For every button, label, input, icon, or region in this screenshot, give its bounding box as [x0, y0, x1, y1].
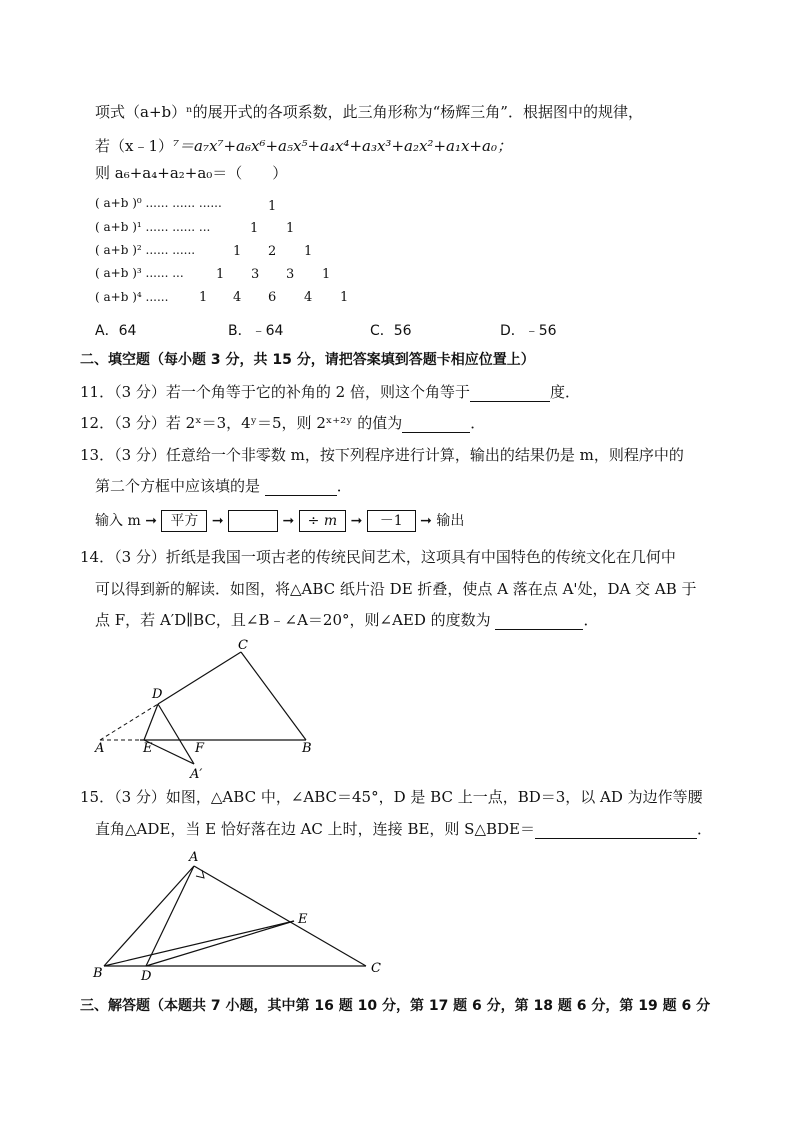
- q10-line2: 若（x﹣1）⁷＝a₇x⁷+a₆x⁶+a₅x⁵+a₄x⁴+a₃x³+a₂x²+a₁x+a₀；: [95, 137, 512, 155]
- triangle-row-label: ( a+b )² ...... ......: [95, 243, 196, 257]
- triangle-number: 1: [340, 290, 349, 305]
- triangle-number: 3: [286, 267, 295, 282]
- point-label-e: E: [143, 741, 153, 756]
- point-label-b: B: [93, 966, 103, 981]
- triangle-number: 1: [199, 290, 208, 305]
- arrow-icon: ➞: [145, 513, 157, 529]
- triangle-number: 1: [268, 199, 277, 214]
- triangle-number: 1: [216, 267, 225, 282]
- section-heading: 三、解答题（本题共 7 小题，其中第 16 题 10 分，第 17 题 6 分，第 18 题 6 分，第 19 题 6 分: [80, 998, 711, 1014]
- option-c: C．56: [370, 323, 412, 339]
- triangle-number: 4: [233, 290, 242, 305]
- point-label-d: D: [141, 969, 152, 984]
- flow-box-square: 平方: [161, 510, 207, 532]
- q10-line1: 项式（a+b）ⁿ的展开式的各项系数，此三角形称为“杨辉三角”．根据图中的规律，: [95, 103, 643, 121]
- section-heading: 二、填空题（每小题 3 分，共 15 分，请把答案填到答题卡相应位置上）: [80, 352, 535, 368]
- arrow-icon: ➞: [282, 513, 295, 529]
- option-a: A．64: [95, 323, 137, 339]
- question-14-line1: 14．（3 分）折纸是我国一项古老的传统民间艺术，这项具有中国特色的传统文化在几何中: [80, 548, 676, 566]
- triangle-number: 1: [286, 221, 295, 236]
- flow-box-minus: －1: [367, 510, 416, 532]
- point-label-b: B: [302, 741, 312, 756]
- triangle-number: 1: [250, 221, 259, 236]
- arrow-icon: ➞: [350, 513, 363, 529]
- triangle-number: 4: [304, 290, 313, 305]
- question-15-line1: 15．（3 分）如图，△ABC 中，∠ABC＝45°，D 是 BC 上一点，BD＝3，以 AD 为边作等腰: [80, 788, 703, 806]
- point-label-a: A: [189, 850, 199, 865]
- question-13-line1: 13．（3 分）任意给一个非零数 m，按下列程序进行计算，输出的结果仍是 m，则程序中的: [80, 446, 684, 464]
- triangle-number: 3: [251, 267, 260, 282]
- triangle-number: 1: [304, 244, 313, 259]
- question-12: 12．（3 分）若 2ˣ＝3，4ʸ＝5，则 2ˣ⁺²ʸ 的值为 ．: [80, 414, 486, 432]
- question-11: 11．（3 分）若一个角等于它的补角的 2 倍，则这个角等于 度．: [80, 383, 580, 401]
- question-15-line2: 直角△ADE，当 E 恰好落在边 AC 上时，连接 BE，则 S△BDE＝ ．: [95, 820, 713, 838]
- point-label-c: C: [238, 638, 248, 653]
- point-label-f: F: [195, 741, 205, 756]
- q10-line3: 则 a₆+a₄+a₂+a₀＝（ ）: [95, 164, 288, 182]
- arrow-icon: ➞: [420, 513, 432, 529]
- triangle-row-label: ( a+b )⁴ ......: [95, 290, 169, 304]
- triangle-number: 2: [268, 244, 277, 259]
- question-14-line2: 可以得到新的解读．如图，将△ABC 纸片沿 DE 折叠，使点 A 落在点 A'处，DA 交 AB 于: [95, 580, 697, 598]
- point-label-c: C: [371, 961, 381, 976]
- question-14-line3: 点 F，若 A′D∥BC，且∠B﹣∠A＝20°，则∠AED 的度数为 ．: [95, 611, 599, 629]
- triangle-number: 1: [233, 244, 242, 259]
- flow-input: 输入 m: [95, 513, 141, 529]
- question-13-line2: 第二个方框中应该填的是 ．: [95, 477, 352, 495]
- flow-output: 输出: [436, 513, 465, 529]
- flow-box-divide: ÷ m: [299, 510, 346, 532]
- point-label-e: E: [298, 912, 308, 927]
- triangle-number: 6: [268, 290, 277, 305]
- option-b: B．﹣64: [228, 323, 284, 339]
- triangle-row-label: ( a+b )¹ ...... ...... ...: [95, 220, 211, 234]
- option-d: D．﹣56: [500, 323, 557, 339]
- arrow-icon: ➞: [211, 513, 224, 529]
- triangle-row-label: ( a+b )⁰ ...... ...... ......: [95, 196, 222, 210]
- point-label-a-prime: A′: [190, 767, 203, 782]
- point-label-a: A: [95, 741, 105, 756]
- triangle-number: 1: [322, 267, 331, 282]
- point-label-d: D: [152, 687, 163, 702]
- triangle-row-label: ( a+b )³ ...... ...: [95, 266, 184, 280]
